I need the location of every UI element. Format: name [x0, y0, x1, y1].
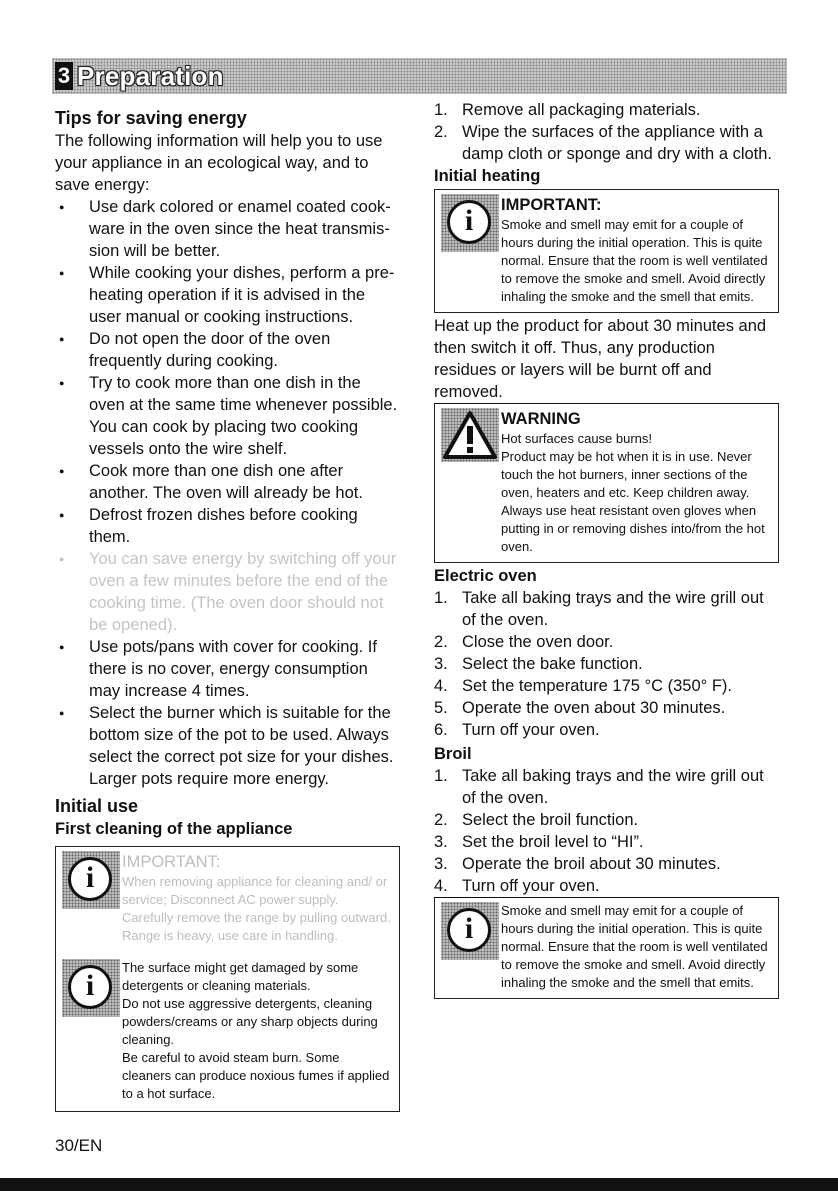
list-item: ● Do not open the door of the oven frequently during cooking. [55, 328, 400, 372]
list-item: 1. Take all baking trays and the wire grill out of the oven. [434, 589, 764, 629]
warning-title: WARNING [501, 410, 581, 428]
info-icon: i [441, 194, 499, 252]
list-item: 5. Operate the oven about 30 minutes. [434, 699, 726, 717]
notice-line: The surface might get damaged by some detergents or cleaning materials. [122, 960, 359, 993]
important-box [434, 189, 779, 313]
info-icon: i [62, 959, 120, 1017]
list-item: 2. Select the broil function. [434, 811, 639, 829]
list-item: 4. Set the temperature 175 °C (350° F). [434, 677, 732, 695]
warning-notice [441, 408, 770, 556]
right-column [434, 99, 779, 999]
warning-box [434, 404, 779, 563]
left-column [55, 106, 400, 1112]
info-icon: i [62, 851, 120, 909]
initial-heating-heading: Initial heating [434, 167, 541, 185]
notice-line: Be careful to avoid steam burn. Some cleaners can produce noxious fumes if applied to a hot surface. [122, 1050, 390, 1101]
smoke-notice [441, 902, 770, 992]
tips-intro: The following information will help you to use your appliance in an ecological way, and to save energy: [55, 132, 383, 194]
warning-line: Hot surfaces cause burns! [501, 431, 653, 446]
list-item: 3. Operate the broil about 30 minutes. [434, 855, 721, 873]
list-item: ● While cooking your dishes, perform a pre-heating operation if it is advised in the user manual or cooking instructions. [55, 262, 400, 328]
warning-triangle-icon [441, 408, 499, 462]
list-item: 6. Turn off your oven. [434, 721, 600, 739]
footer-bar [0, 1178, 838, 1191]
warning-line: Product may be hot when it is in use. Never touch the hot burners, inner sections of the oven, heaters and etc. Keep children away. Always use heat resistant oven gloves when putting in or removing dishes into/from the hot oven. [501, 449, 765, 554]
electric-oven-steps [434, 587, 779, 741]
notice-title: IMPORTANT: [122, 853, 221, 871]
notice-line: Smoke and smell may emit for a couple of hours during the initial operation. This is quite normal. Ensure that the room is well ventilated to remove the smoke and smell. Avoid directly inhaling the smoke and the smell that emits. [501, 903, 768, 990]
notice-line: Smoke and smell may emit for a couple of hours during the initial operation. This is quite normal. Ensure that the room is well ventilated [501, 217, 768, 268]
first-cleaning-heading: First cleaning of the appliance [55, 820, 293, 838]
list-item: ● Defrost frozen dishes before cooking them. [55, 504, 400, 548]
list-item: 3. Select the bake function. [434, 655, 643, 673]
notice-line: Carefully remove the range by pulling outward. Range is heavy, use care in handling. [122, 910, 391, 943]
initial-steps-list [434, 99, 779, 165]
list-item: 4. Turn off your oven. [434, 875, 779, 898]
section-title: Preparation [77, 61, 224, 91]
list-item: ● Try to cook more than one dish in the oven at the same time whenever possible. You can cook by placing two cooking vessels onto the wire shelf. [55, 372, 400, 460]
important-notice [441, 194, 770, 306]
list-item: 2. Wipe the surfaces of the appliance with a damp cloth or sponge and dry with a cloth. [434, 123, 773, 163]
electric-oven-heading: Electric oven [434, 567, 537, 585]
cleaning-notice [62, 959, 391, 1103]
list-item: ● You can save energy by switching off your oven a few minutes before the end of the cooking time. (The oven door should not be opened). [55, 548, 400, 636]
notice-line: to remove the smoke and smell. Avoid directly inhaling the smoke and the smell that emits. [501, 271, 766, 304]
list-item: 1. Remove all packaging materials. [434, 101, 701, 119]
tips-list [55, 196, 400, 790]
notice-title: IMPORTANT: [501, 196, 602, 214]
notice-line: When removing appliance for cleaning and/ or service; Disconnect AC power supply. [122, 874, 388, 907]
notice-line: Do not use aggressive detergents, cleaning powders/creams or any sharp objects during cleaning. [122, 996, 378, 1047]
list-item: ● Use pots/pans with cover for cooking. If there is no cover, energy consumption may increase 4 times. [55, 636, 400, 702]
smoke-notice-box [434, 898, 779, 999]
list-item: 2. Close the oven door. [434, 633, 614, 651]
list-item: 1. Take all baking trays and the wire grill out of the oven. [434, 767, 764, 807]
initial-use-heading: Initial use [55, 796, 139, 816]
list-item: 3. Set the broil level to “HI”. [434, 833, 644, 851]
broil-heading: Broil [434, 745, 472, 763]
important-notice [62, 851, 391, 945]
info-icon: i [441, 902, 499, 960]
list-item: ● Use dark colored or enamel coated cook-ware in the oven since the heat transmis-sion will be better. [55, 196, 400, 262]
list-item: ● Cook more than one dish one after another. The oven will already be hot. [55, 460, 400, 504]
cleaning-notes-box [55, 846, 400, 1112]
page-number: 30/EN [55, 1136, 103, 1155]
heat-text: Heat up the product for about 30 minutes and then switch it off. Thus, any production residues or layers will be burnt off and removed. [434, 315, 779, 404]
tips-heading: Tips for saving energy [55, 108, 247, 128]
list-item: ● Select the burner which is suitable for the bottom size of the pot to be used. Always select the correct pot size for your dishes. Larger pots require more energy. [55, 702, 400, 790]
broil-steps [434, 765, 779, 898]
section-number: 3 [55, 62, 73, 90]
